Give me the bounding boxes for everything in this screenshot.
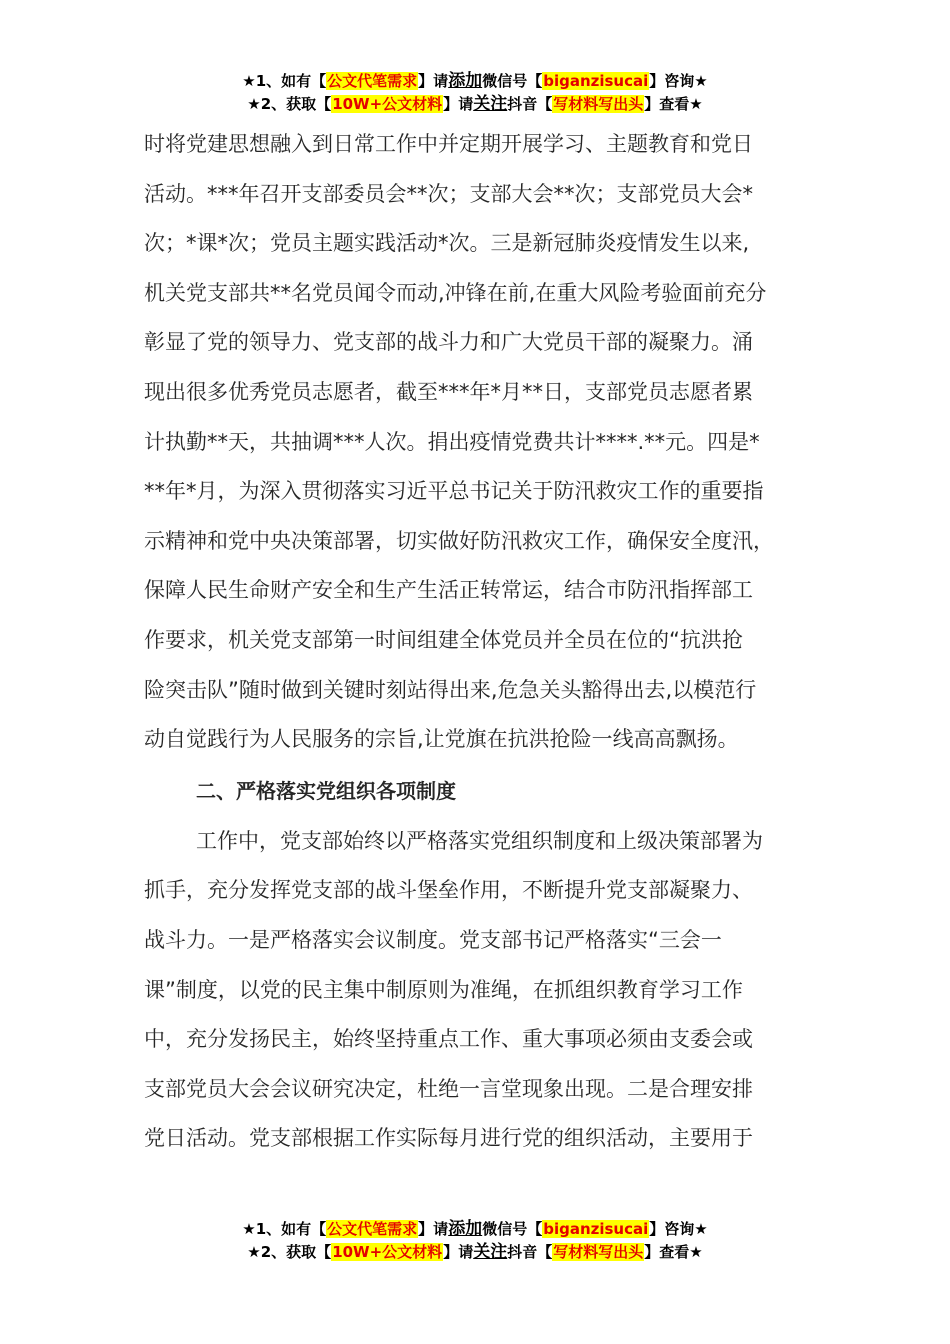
banner-text: 】咨询★ — [649, 1220, 708, 1238]
body-line: 课”制度，以党的民主集中制原则为准绳，在抓组织教育学习工作 — [144, 977, 743, 1002]
body-line: 活动。***年召开支部委员会**次；支部大会**次；支部党员大会* — [144, 181, 753, 206]
banner-highlight: biganzisucai — [543, 72, 649, 90]
body-line: 示精神和党中央决策部署，切实做好防汛救灾工作，确保安全度汛， — [144, 528, 774, 553]
banner-text: 】请 — [418, 1220, 449, 1238]
banner-underlined: 添加 — [448, 1219, 483, 1239]
document-body — [144, 120, 808, 1164]
banner-text: 】请 — [443, 1243, 474, 1261]
banner-line-1 — [0, 70, 950, 93]
body-line: 保障人民生命财产安全和生产生活正转常运，结合市防汛指挥部工 — [144, 578, 753, 603]
banner-underlined: 关注 — [473, 94, 508, 114]
body-line: 次；*课*次；党员主题实践活动*次。三是新冠肺炎疫情发生以来, — [144, 231, 750, 256]
body-line: **年*月，为深入贯彻落实习近平总书记关于防汛救灾工作的重要指 — [144, 479, 764, 504]
banner-text: ★1、如有【 — [242, 1220, 327, 1238]
banner-text: 】请 — [443, 95, 474, 113]
body-line: 战斗力。一是严格落实会议制度。党支部书记严格落实“三会一 — [144, 927, 722, 952]
body-line: 支部党员大会会议研究决定，杜绝一言堂现象出现。二是合理安排 — [144, 1076, 753, 1101]
banner-highlight: 公文代笔需求 — [327, 1220, 418, 1238]
banner-text: 抖音【 — [507, 1243, 553, 1261]
banner-line-2 — [0, 93, 950, 116]
body-line: 动自觉践行为人民服务的宗旨,让党旗在抗洪抢险一线高高飘扬。 — [144, 727, 739, 752]
banner-text: ★1、如有【 — [242, 72, 327, 90]
body-line: 机关党支部共**名党员闻令而动,冲锋在前,在重大风险考验面前充分 — [144, 280, 767, 305]
banner-highlight: biganzisucai — [543, 1220, 649, 1238]
banner-highlight: 写材料写出头 — [553, 1243, 644, 1261]
banner-text: 】查看★ — [644, 95, 703, 113]
banner-text: 】查看★ — [644, 1243, 703, 1261]
body-line: 计执勤**天，共抽调***人次。捐出疫情党费共计****.**元。四是* — [144, 429, 760, 454]
body-line: 党日活动。党支部根据工作实际每月进行党的组织活动，主要用于 — [144, 1126, 753, 1151]
banner-text: 】咨询★ — [649, 72, 708, 90]
banner-highlight: 10W+公文材料 — [332, 95, 443, 113]
banner-underlined: 关注 — [473, 1242, 508, 1262]
banner-highlight: 公文代笔需求 — [327, 72, 418, 90]
bottom-banner — [0, 1218, 950, 1264]
body-line: 中，充分发扬民主，始终坚持重点工作、重大事项必须由支委会或 — [144, 1027, 753, 1052]
banner-text: 】请 — [418, 72, 449, 90]
banner-text: ★2、获取【 — [247, 95, 332, 113]
top-banner — [0, 70, 950, 116]
body-line: 时将党建思想融入到日常工作中并定期开展学习、主题教育和党日 — [144, 132, 753, 156]
body-line: 作要求，机关党支部第一时间组建全体党员并全员在位的“抗洪抢 — [144, 627, 743, 652]
body-line: 抓手，充分发挥党支部的战斗堡垒作用，不断提升党支部凝聚力、 — [144, 878, 753, 903]
banner-highlight: 10W+公文材料 — [332, 1243, 443, 1261]
banner-line-2 — [0, 1241, 950, 1264]
banner-line-1 — [0, 1218, 950, 1241]
banner-text: 微信号【 — [482, 72, 543, 90]
body-line: 彰显了党的领导力、党支部的战斗力和广大党员干部的凝聚力。涌 — [144, 330, 753, 355]
banner-text: 抖音【 — [507, 95, 553, 113]
banner-text: ★2、获取【 — [247, 1243, 332, 1261]
body-line: 险突击队”随时做到关键时刻站得出来,危急关头豁得出去,以模范行 — [144, 677, 757, 702]
paragraph-first-line: 工作中，党支部始终以严格落实党组织制度和上级决策部署为 — [196, 828, 763, 853]
banner-highlight: 写材料写出头 — [553, 95, 644, 113]
section-heading: 二、严格落实党组织各项制度 — [196, 778, 456, 803]
body-line: 现出很多优秀党员志愿者，截至***年*月**日，支部党员志愿者累 — [144, 379, 753, 404]
banner-text: 微信号【 — [482, 1220, 543, 1238]
banner-underlined: 添加 — [448, 71, 483, 91]
